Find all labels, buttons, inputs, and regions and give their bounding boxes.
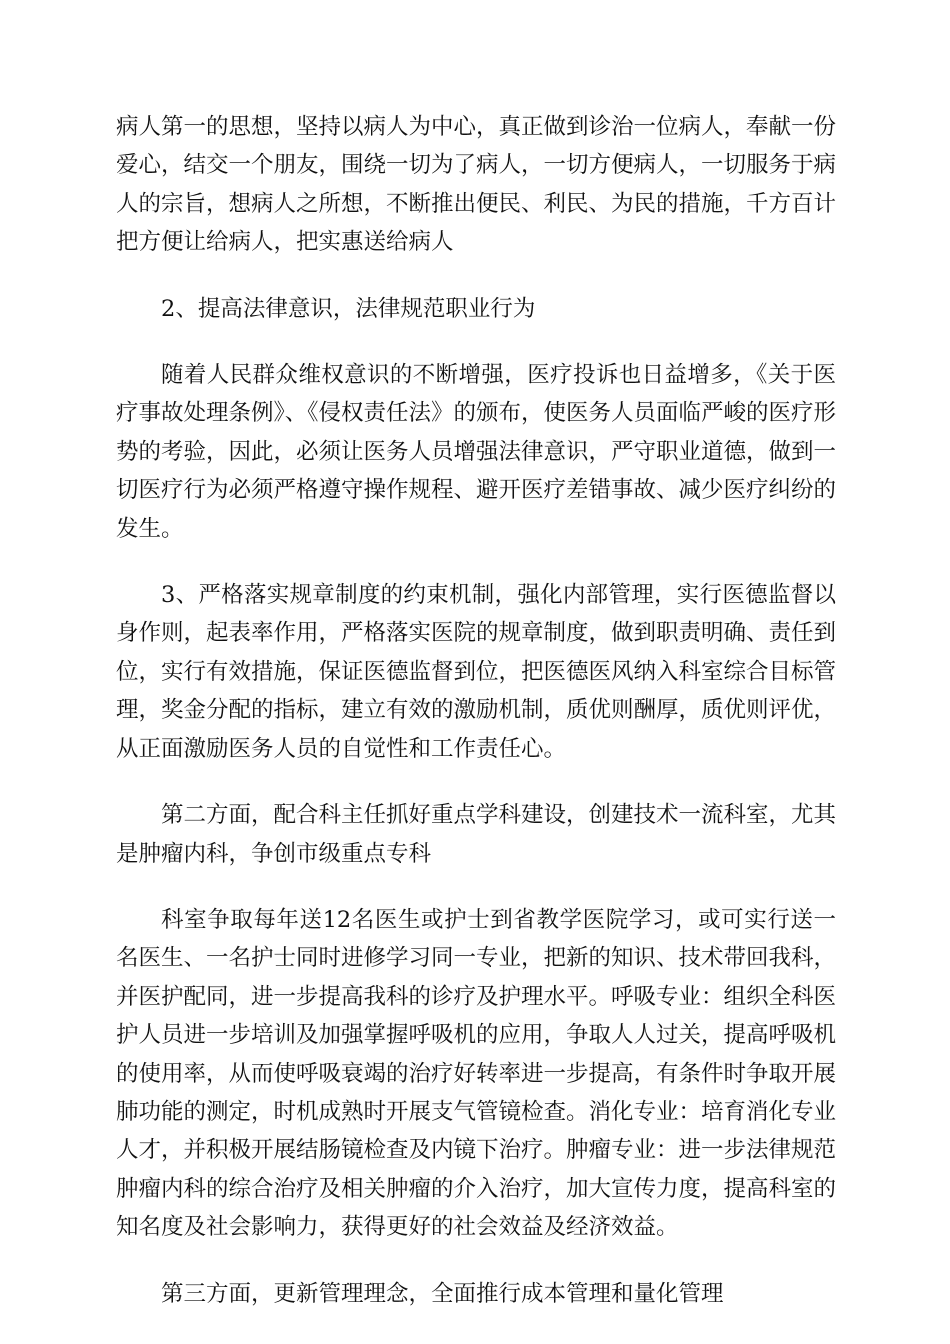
paragraph-continuation: 病人第一的思想，坚持以病人为中心，真正做到诊治一位病人，奉献一份爱心，结交一个朋友，围绕一切为了病人，一切方便病人，一切服务于病人的宗旨，想病人之所想，不断推出便民、利民、为民的措施，千方百计把方便让给病人，把实惠送给病人 bbox=[116, 114, 837, 256]
paragraph-training-plan: 科室争取每年送12名医生或护士到省教学医院学习，或可实行送一名医生、一名护士同时进修学习同一专业，把新的知识、技术带回我科，并医护配同，进一步提高我科的诊疗及护理水平。呼吸专业：组织全科医护人员进一步培训及加强掌握呼吸机的应用，争取人人过关，提高呼吸机的使用率，从而使呼吸衰竭的治疗好转率进一步提高，有条件时争取开展肺功能的测定，时机成熟时开展支气管镜检查。消化专业：培育消化专业人才，并积极开展结肠镜检查及内镜下治疗。肿瘤专业：进一步法律规范肿瘤内科的综合治疗及相关肿瘤的介入治疗，加大宣传力度，提高科室的知名度及社会影响力，获得更好的社会效益及经济效益。 bbox=[116, 906, 837, 1241]
document-body bbox=[116, 108, 836, 1341]
section-heading-discipline-building: 第二方面，配合科主任抓好重点学科建设，创建技术一流科室，尤其是肿瘤内科，争创市级重点专科 bbox=[116, 802, 837, 867]
paragraph-rules-mechanism: 3、严格落实规章制度的约束机制，强化内部管理，实行医德监督以身作则，起表率作用，严格落实医院的规章制度，做到职责明确、责任到位，实行有效措施，保证医德监督到位，把医德医风纳入科室综合目标管理，奖金分配的指标，建立有效的激励机制，质优则酬厚，质优则评优，从正面激励医务人员的自觉性和工作责任心。 bbox=[116, 582, 837, 762]
section-heading-legal-awareness: 2、提高法律意识，法律规范职业行为 bbox=[161, 295, 536, 322]
section-heading-management: 第三方面，更新管理理念，全面推行成本管理和量化管理 bbox=[161, 1280, 724, 1307]
paragraph-legal-awareness: 随着人民群众维权意识的不断增强，医疗投诉也日益增多，《关于医疗事故处理条例》、《侵权责任法》的颁布，使医务人员面临严峻的医疗形势的考验，因此，必须让医务人员增强法律意识，严守职业道德，做到一切医疗行为必须严格遵守操作规程、避开医疗差错事故、减少医疗纠纷的发生。 bbox=[116, 362, 837, 542]
